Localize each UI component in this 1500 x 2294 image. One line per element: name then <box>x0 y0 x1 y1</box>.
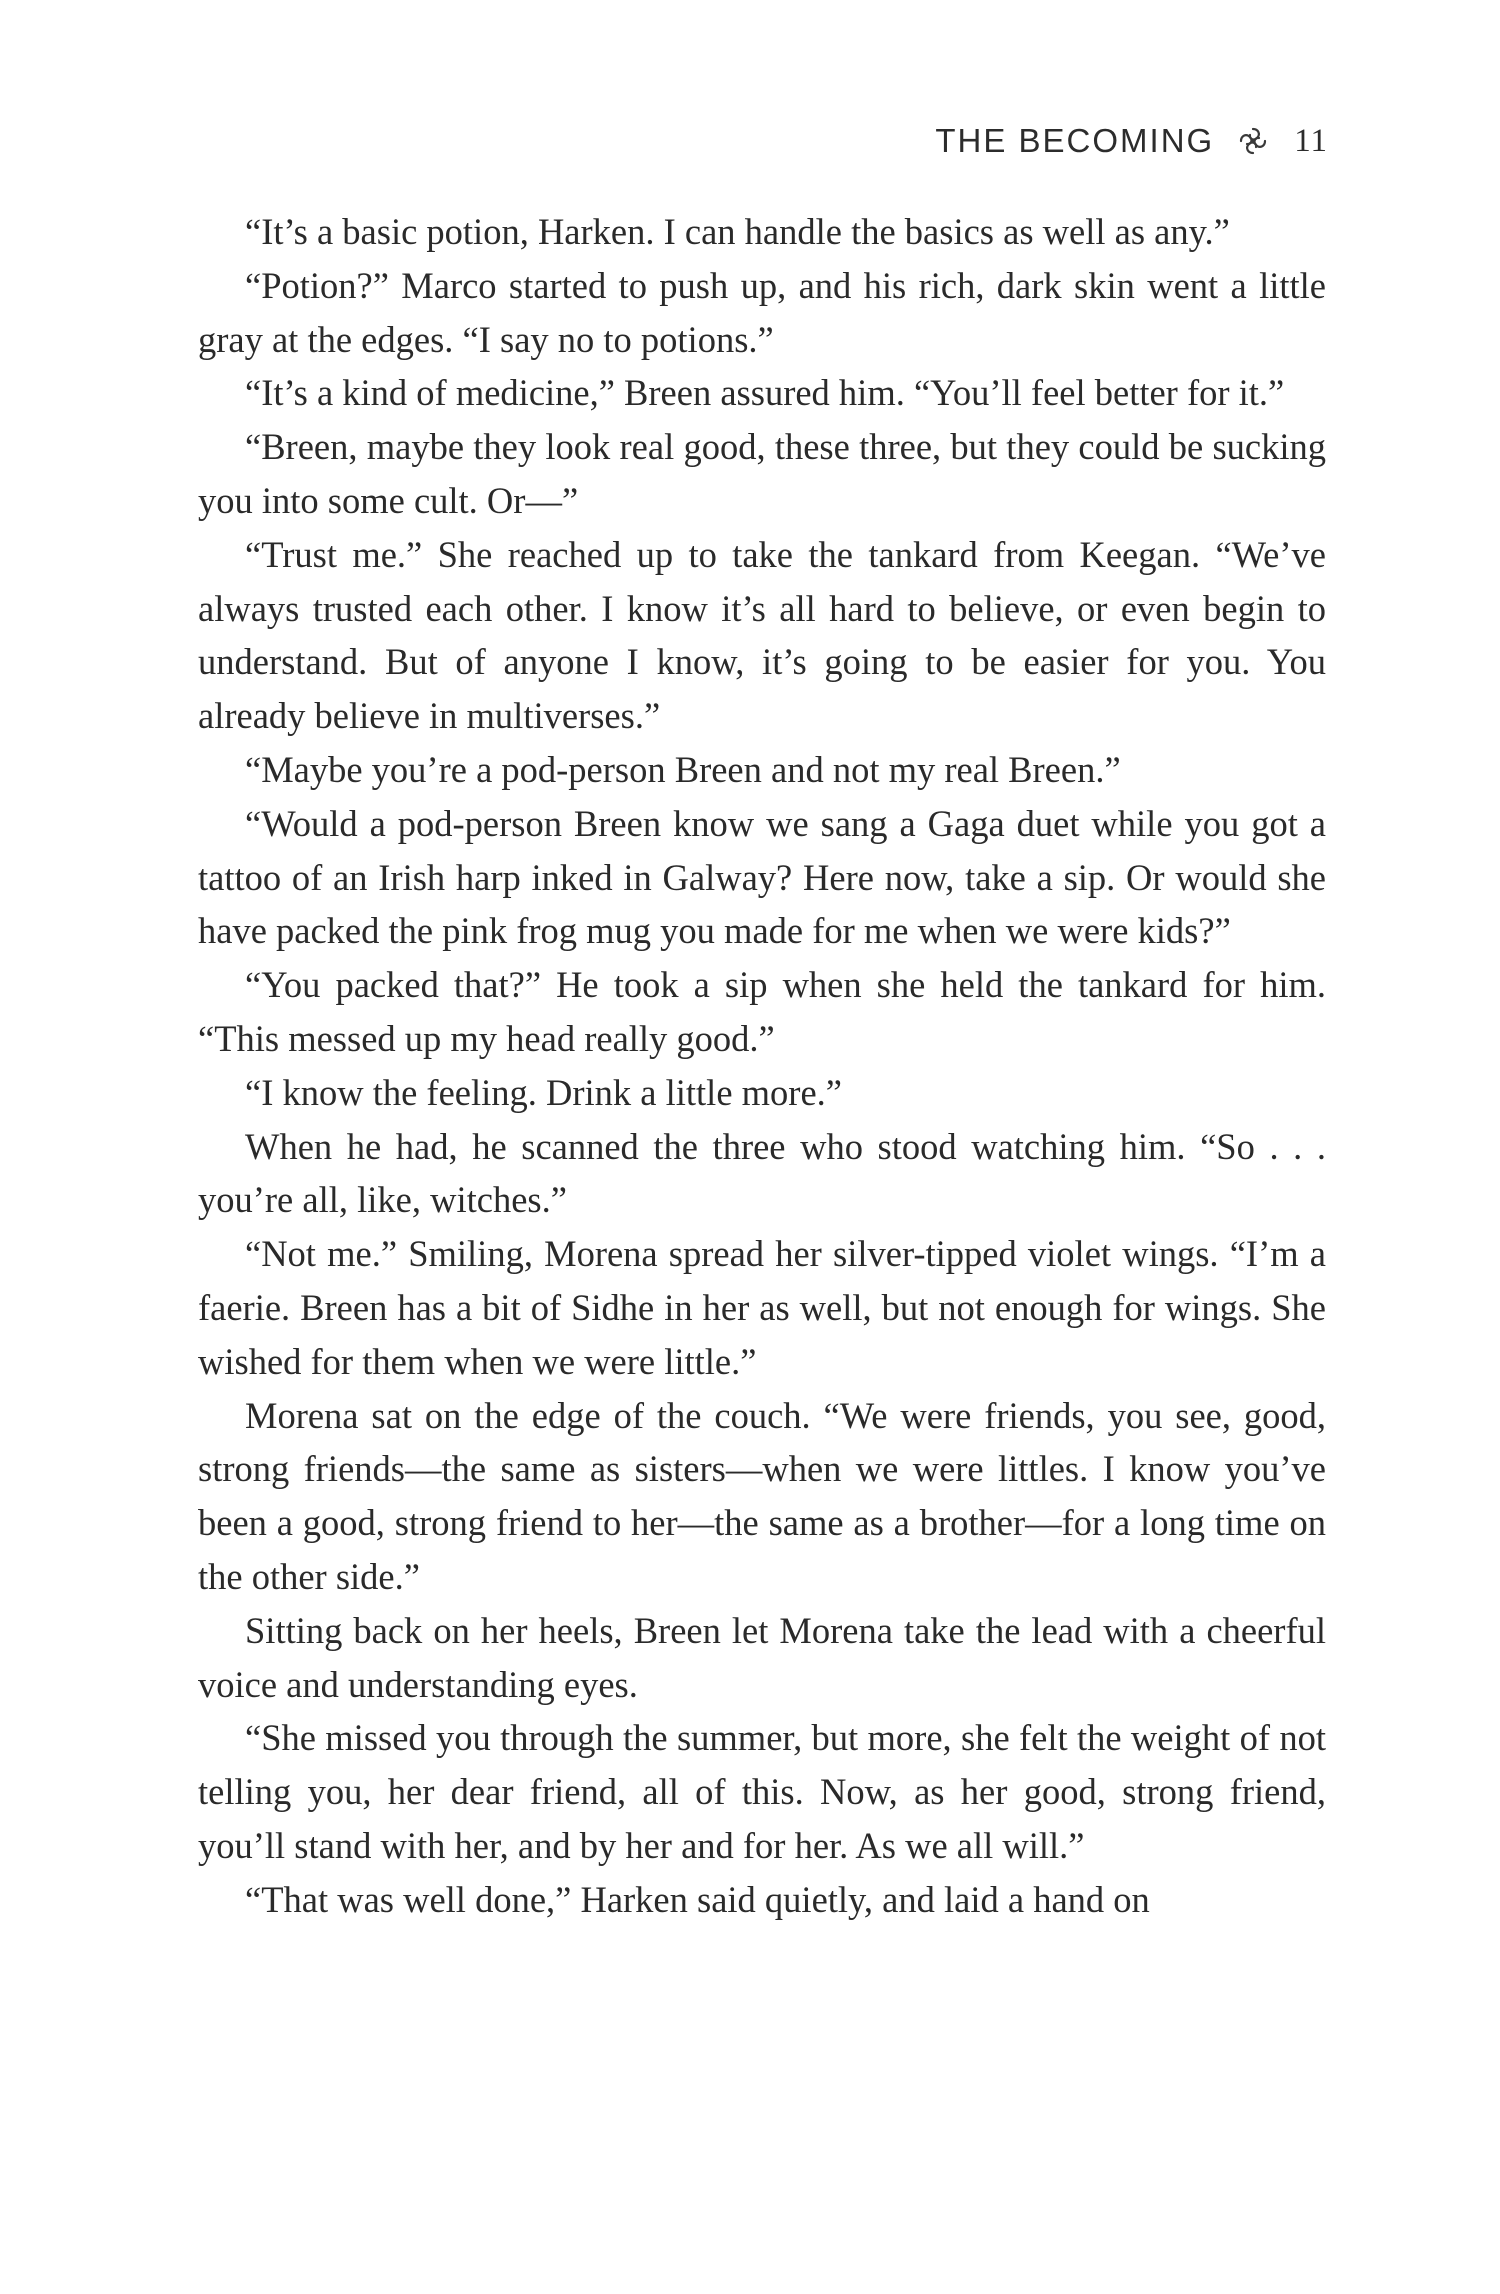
paragraph: “Potion?” Marco started to push up, and his rich, dark skin went a little gray at the edges. “I say no to potions.” <box>198 264 1326 360</box>
paragraph: When he had, he scanned the three who stood watching him. “So . . . you’re all, like, witches.” <box>198 1125 1326 1221</box>
paragraph: “That was well done,” Harken said quietly, and laid a hand on <box>245 1878 1150 1920</box>
celtic-knot-icon <box>1238 126 1268 156</box>
paragraph: Morena sat on the edge of the couch. “We were friends, you see, good, strong friends—the same as sisters—when we were littles. I know you’ve been a good, strong friend to her—the same as a brother—for a long time on the other side.” <box>198 1394 1326 1597</box>
paragraph: Sitting back on her heels, Breen let Morena take the lead with a cheerful voice and understanding eyes. <box>198 1609 1326 1705</box>
paragraph: “I know the feeling. Drink a little more.” <box>245 1071 842 1113</box>
body-text <box>198 205 1326 1927</box>
paragraph: “Not me.” Smiling, Morena spread her silver-tipped violet wings. “I’m a faerie. Breen has a bit of Sidhe in her as well, but not enough for wings. She wished for them when we were little.” <box>198 1233 1326 1382</box>
running-head-title: THE BECOMING <box>935 122 1215 159</box>
page-number: 11 <box>1294 122 1328 159</box>
running-head <box>935 122 1328 160</box>
paragraph: “Trust me.” She reached up to take the tankard from Keegan. “We’ve always trusted each other. I know it’s all hard to believe, or even begin to understand. But of anyone I know, it’s going to be easier for you. You already believe in multiverses.” <box>198 533 1326 737</box>
paragraph: “You packed that?” He took a sip when she held the tankard for him. “This messed up my head really good.” <box>198 964 1326 1059</box>
paragraph: “Would a pod-person Breen know we sang a Gaga duet while you got a tattoo of an Irish harp inked in Galway? Here now, take a sip. Or would she have packed the pink frog mug you made for me when we were kids?” <box>198 802 1326 952</box>
paragraph: “Maybe you’re a pod-person Breen and not my real Breen.” <box>245 748 1121 790</box>
paragraph: “It’s a kind of medicine,” Breen assured him. “You’ll feel better for it.” <box>245 372 1285 414</box>
paragraph: “It’s a basic potion, Harken. I can handle the basics as well as any.” <box>245 211 1230 252</box>
paragraph: “Breen, maybe they look real good, these three, but they could be sucking you into some cult. Or—” <box>198 426 1326 521</box>
paragraph: “She missed you through the summer, but more, she felt the weight of not telling you, her dear friend, all of this. Now, as her good, strong friend, you’ll stand with her, and by her and for her. As we all will.” <box>198 1717 1326 1866</box>
